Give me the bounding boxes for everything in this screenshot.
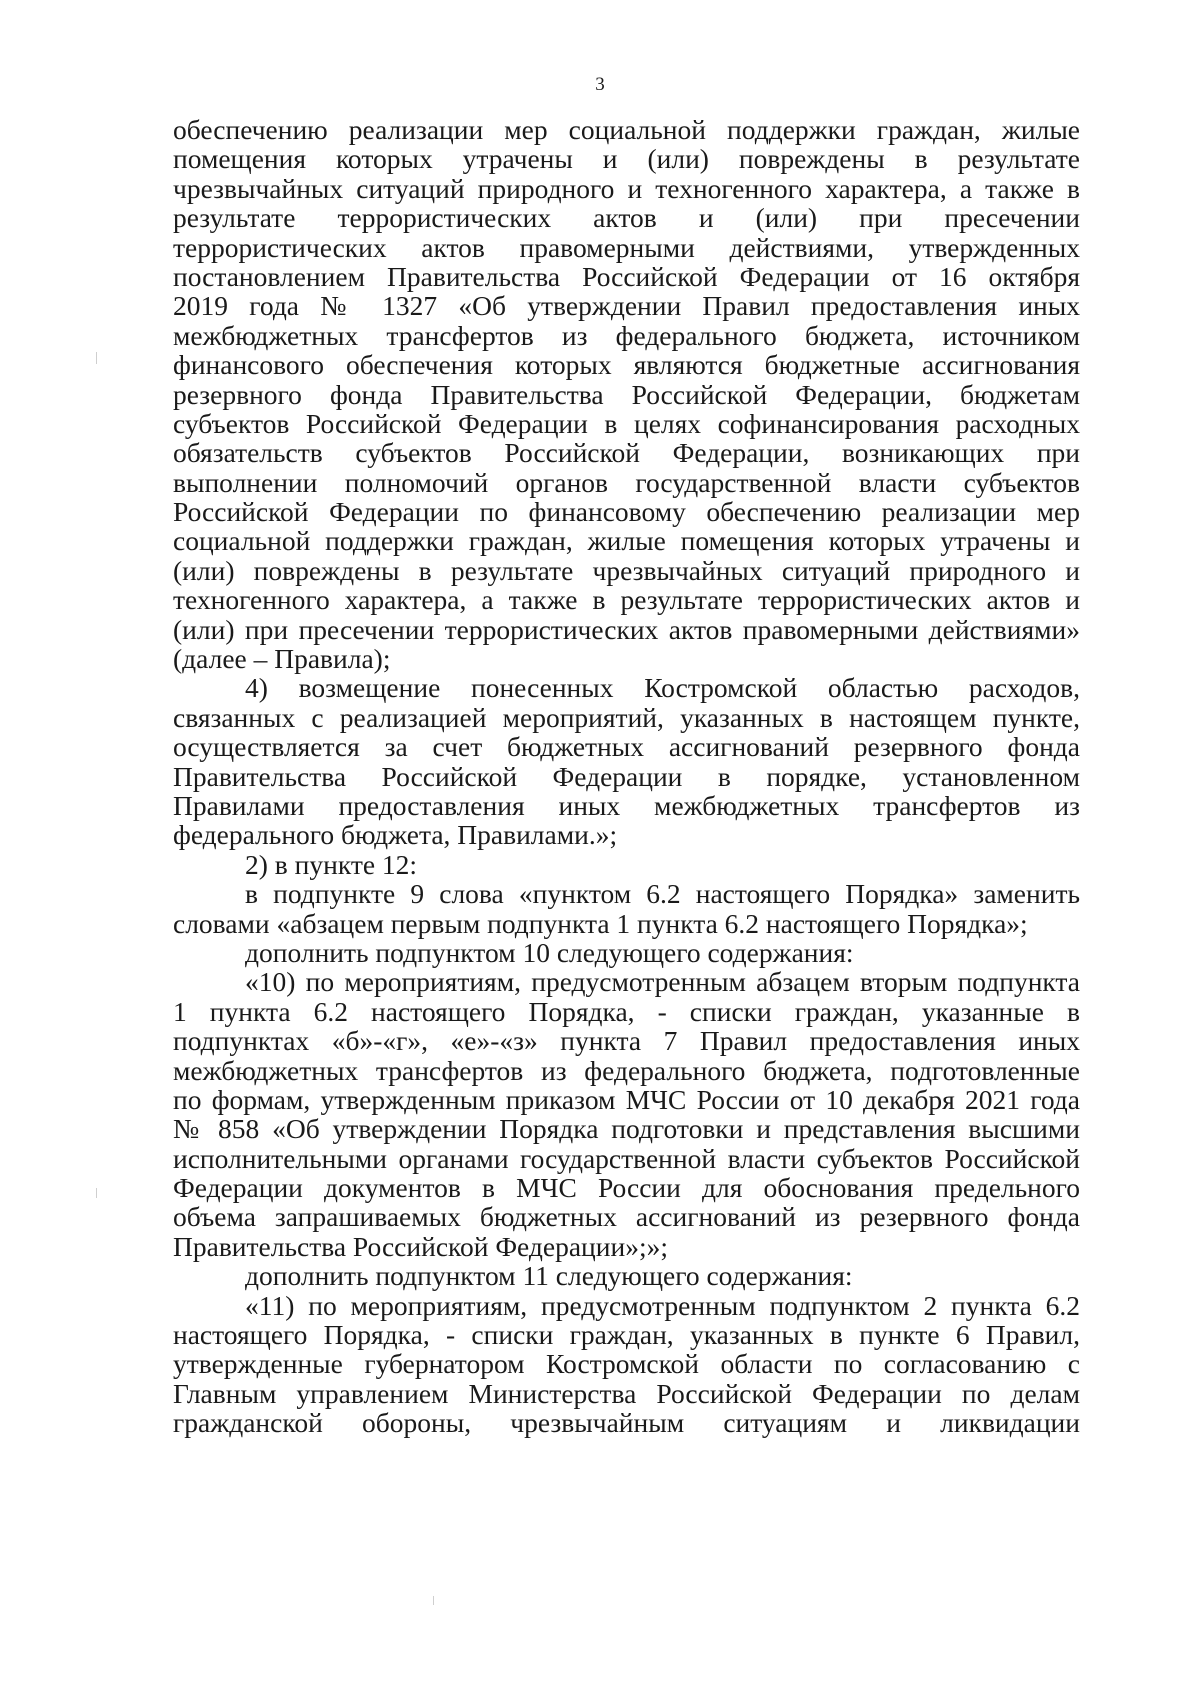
text-line: по формам, утвержденным приказом МЧС России от 10 декабря 2021 года — [173, 1083, 1080, 1115]
text-line: Российской Федерации по финансовому обеспечению реализации мер — [173, 496, 1080, 528]
text-line: исполнительными органами государственной власти субъектов Российской — [173, 1142, 1080, 1174]
text-line: подпунктах «б»-«г», «е»-«з» пункта 7 Правил предоставления иных — [173, 1025, 1080, 1057]
text-line: словами «абзацем первым подпункта 1 пункта 6.2 настоящего Порядка»; — [173, 907, 1028, 939]
text-line: дополнить подпунктом 10 следующего содержания: — [245, 936, 854, 968]
text-line: «10) по мероприятиям, предусмотренным абзацем вторым подпункта — [245, 966, 1080, 998]
text-line: результате террористических актов и (или) при пресечении — [173, 202, 1080, 234]
text-line: Правилами предоставления иных межбюджетных трансфертов из — [173, 789, 1080, 821]
text-line: (далее – Правила); — [173, 643, 391, 675]
text-line: социальной поддержки граждан, жилые помещения которых утрачены и — [173, 525, 1080, 557]
text-line: «11) по мероприятиям, предусмотренным подпунктом 2 пункта 6.2 — [245, 1289, 1080, 1321]
text-line: № 858 «Об утверждении Порядка подготовки и представления высшими — [173, 1113, 1080, 1145]
text-line: осуществляется за счет бюджетных ассигнований резервного фонда — [173, 731, 1080, 763]
text-line: 4) возмещение понесенных Костромской областью расходов, — [245, 672, 1080, 704]
text-line: резервного фонда Правительства Российской Федерации, бюджетам — [173, 378, 1080, 410]
text-line: обеспечению реализации мер социальной поддержки граждан, жилые — [173, 114, 1080, 145]
page-number: 3 — [595, 74, 605, 95]
text-line: в подпункте 9 слова «пунктом 6.2 настоящего Порядка» заменить — [245, 878, 1080, 910]
text-line: Федерации документов в МЧС России для обоснования предельного — [173, 1172, 1080, 1204]
text-line: 1 пункта 6.2 настоящего Порядка, - списки граждан, указанные в — [173, 995, 1080, 1027]
text-line: (или) повреждены в результате чрезвычайных ситуаций природного и — [173, 554, 1080, 586]
text-line: Главным управлением Министерства Российской Федерации по делам — [173, 1377, 1080, 1409]
text-line: финансового обеспечения которых являются бюджетные ассигнования — [173, 349, 1080, 381]
text-line: субъектов Российской Федерации в целях софинансирования расходных — [173, 407, 1080, 439]
text-line: 2019 года № 1327 «Об утверждении Правил предоставления иных — [173, 290, 1080, 322]
text-line: гражданской обороны, чрезвычайным ситуациям и ликвидации — [173, 1407, 1080, 1439]
text-line: межбюджетных трансфертов из федерального бюджета, подготовленные — [173, 1054, 1080, 1086]
text-line: федерального бюджета, Правилами.»; — [173, 819, 618, 851]
scan-mark — [433, 1596, 434, 1605]
text-line: техногенного характера, а также в результате террористических актов и — [173, 584, 1080, 616]
text-line: 2) в пункте 12: — [245, 848, 418, 880]
text-line: чрезвычайных ситуаций природного и техногенного характера, а также в — [173, 172, 1080, 204]
text-line: выполнении полномочий органов государственной власти субъектов — [173, 466, 1080, 498]
text-line: дополнить подпунктом 11 следующего содержания: — [245, 1260, 853, 1292]
text-line: связанных с реализацией мероприятий, указанных в настоящем пункте, — [173, 701, 1080, 733]
scan-mark — [96, 352, 97, 364]
text-line: объема запрашиваемых бюджетных ассигнований из резервного фонда — [173, 1201, 1080, 1233]
text-line: помещения которых утрачены и (или) повреждены в результате — [173, 143, 1080, 175]
document-body — [173, 115, 1080, 1438]
text-line: постановлением Правительства Российской Федерации от 16 октября — [173, 260, 1080, 292]
text-line: межбюджетных трансфертов из федерального бюджета, источником — [173, 319, 1080, 351]
text-line: Правительства Российской Федерации в порядке, установленном — [173, 760, 1080, 792]
text-line: (или) при пресечении террористических актов правомерными действиями» — [173, 613, 1080, 645]
text-line: настоящего Порядка, - списки граждан, указанных в пункте 6 Правил, — [173, 1319, 1080, 1351]
text-line: утвержденные губернатором Костромской области по согласованию с — [173, 1348, 1080, 1380]
scan-mark — [96, 1188, 97, 1198]
text-line: обязательств субъектов Российской Федерации, возникающих при — [173, 437, 1080, 469]
text-line: террористических актов правомерными действиями, утвержденных — [173, 231, 1080, 263]
text-line: Правительства Российской Федерации»;»; — [173, 1230, 668, 1262]
